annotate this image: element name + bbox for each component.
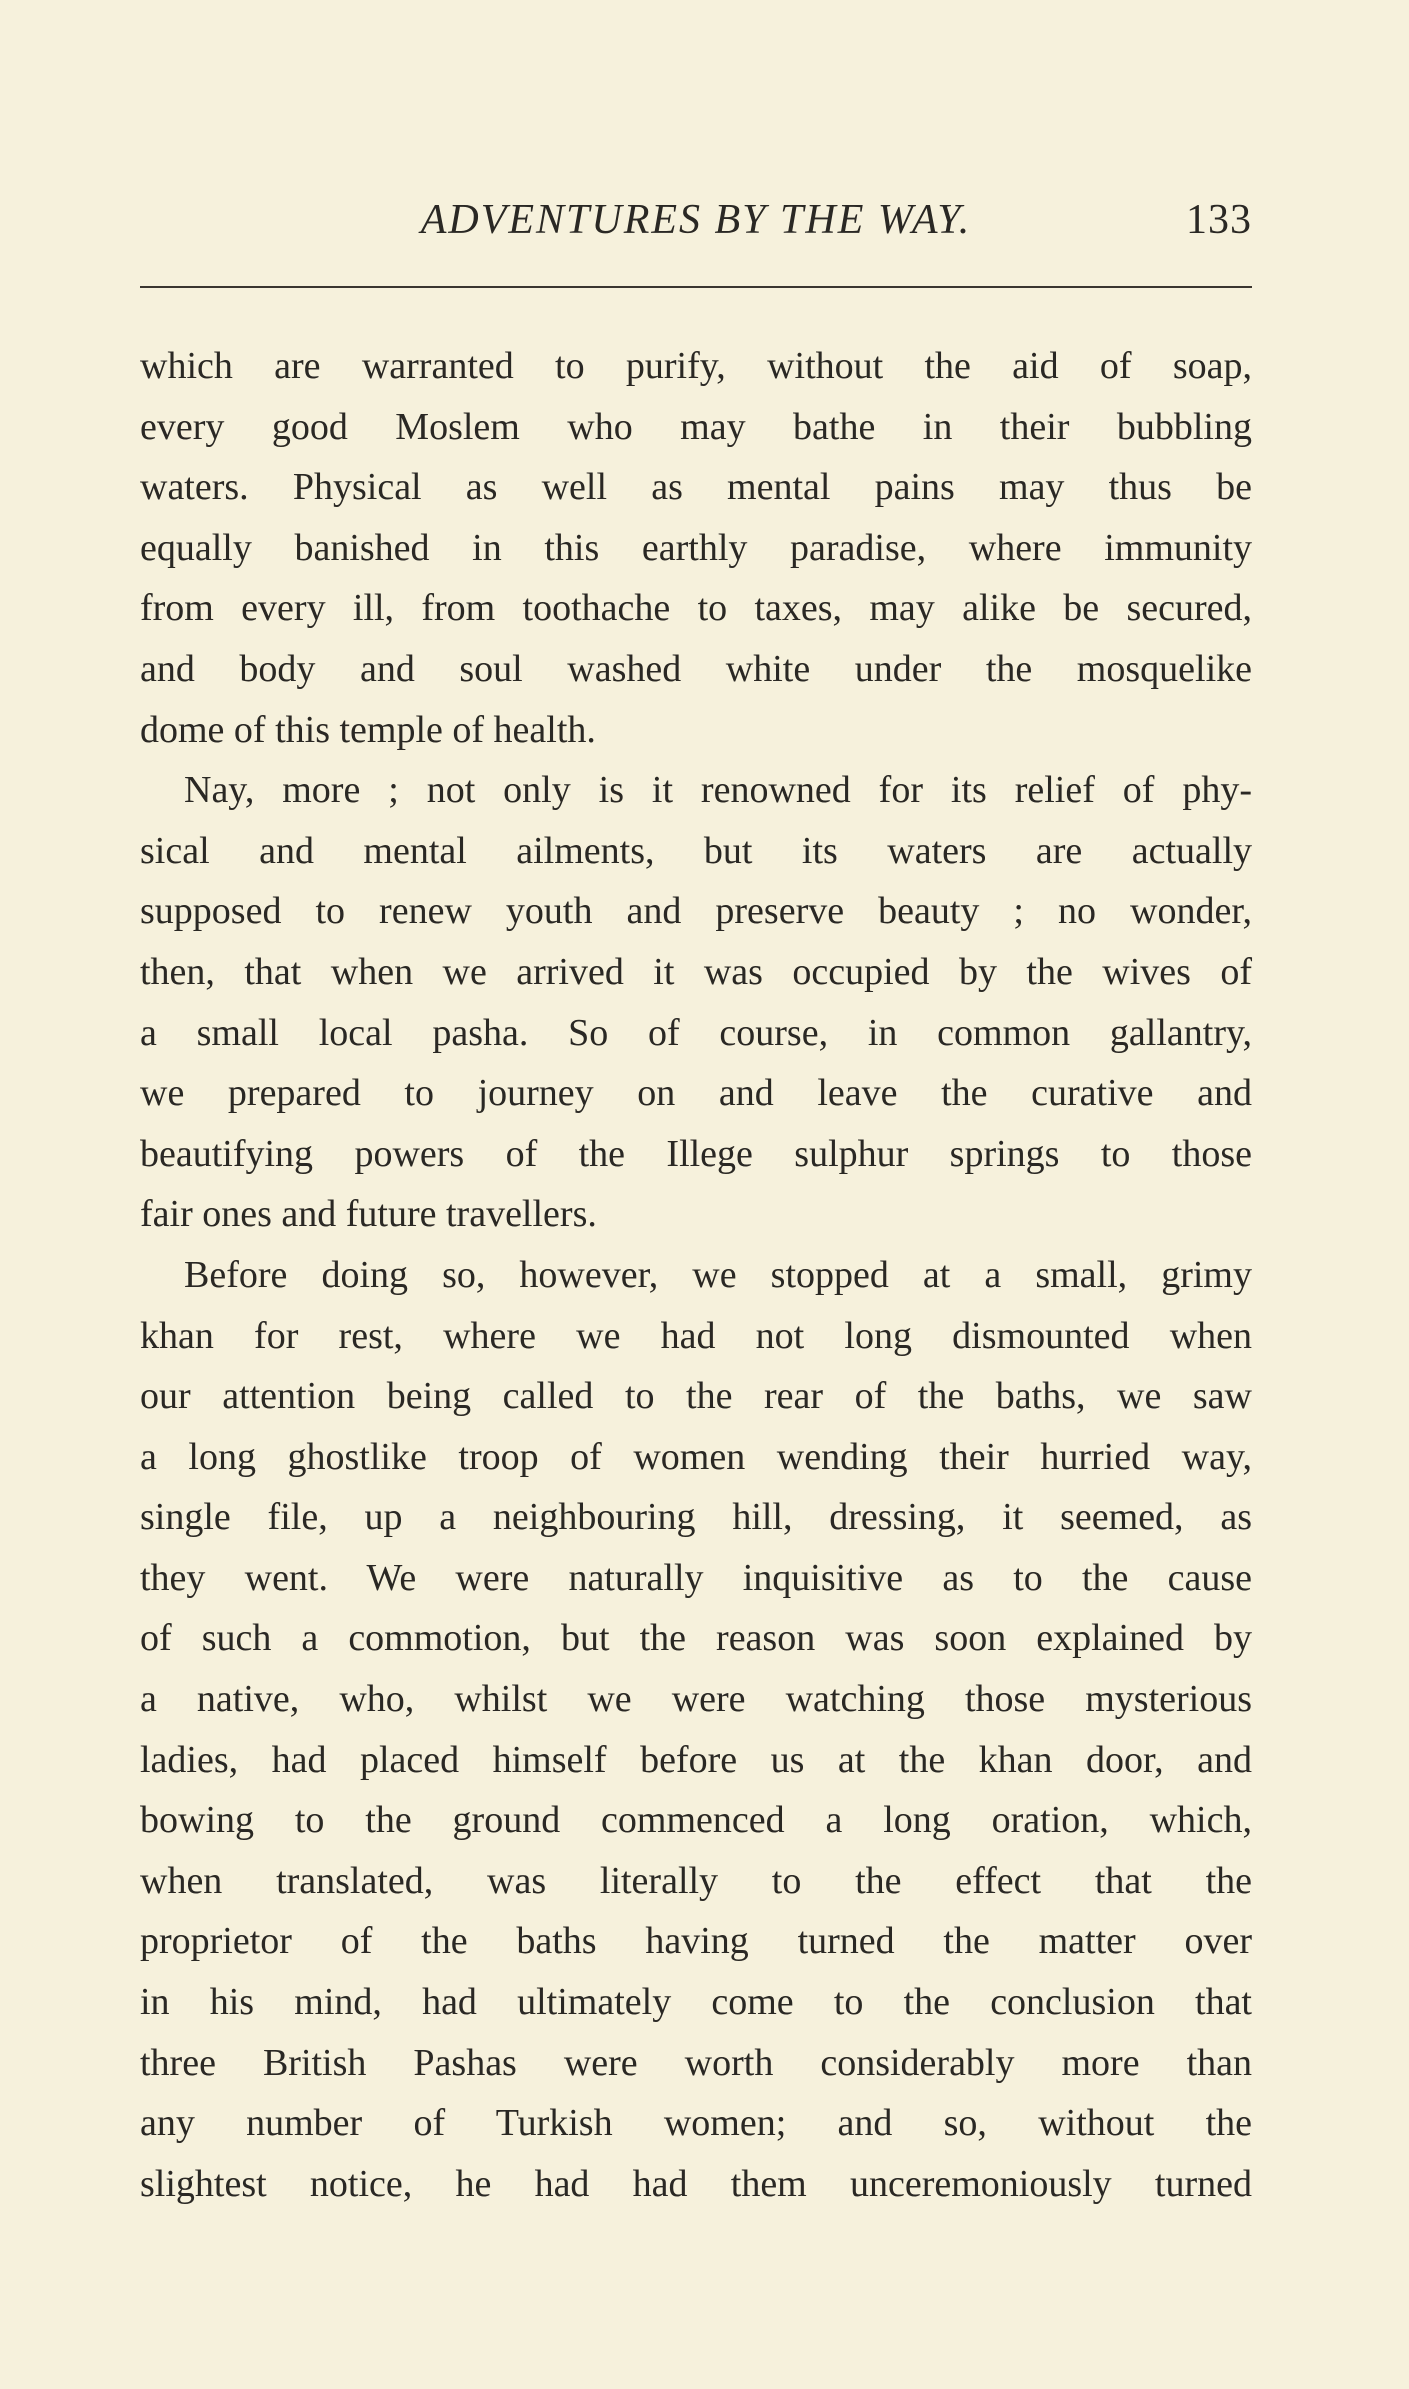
text-line: and body and soul washed white under the mosquelike bbox=[140, 647, 1252, 690]
text-line: waters. Physical as well as mental pains may thus be bbox=[140, 466, 1252, 509]
text-line: in his mind, had ultimately come to the conclusion that bbox=[140, 1981, 1252, 2024]
text-line: bowing to the ground commenced a long oration, which, bbox=[140, 1799, 1252, 1842]
text-line: beautifying powers of the Illege sulphur springs to those bbox=[140, 1132, 1252, 1175]
text-line: ladies, had placed himself before us at the khan door, and bbox=[140, 1738, 1252, 1781]
body-text bbox=[140, 336, 1252, 2214]
text-line: a small local pasha. So of course, in common gallantry, bbox=[140, 1011, 1252, 1054]
text-line: any number of Turkish women; and so, without the bbox=[140, 2102, 1252, 2145]
text-line: fair ones and future travellers. bbox=[140, 1193, 597, 1236]
text-line: when translated, was literally to the effect that the bbox=[140, 1859, 1252, 1902]
text-line: of such a commotion, but the reason was soon explained by bbox=[140, 1617, 1252, 1660]
text-line: single file, up a neighbouring hill, dressing, it seemed, as bbox=[140, 1496, 1252, 1539]
text-line: a long ghostlike troop of women wending their hurried way, bbox=[140, 1435, 1252, 1478]
text-line: from every ill, from toothache to taxes, may alike be secured, bbox=[140, 587, 1252, 630]
text-line: sical and mental ailments, but its waters are actually bbox=[140, 829, 1252, 872]
text-line: our attention being called to the rear of the baths, we saw bbox=[140, 1375, 1252, 1418]
text-line: which are warranted to purify, without the aid of soap, bbox=[140, 345, 1252, 387]
header-rule bbox=[140, 286, 1252, 288]
text-line: Nay, more ; not only is it renowned for its relief of phy- bbox=[184, 769, 1252, 812]
text-line: dome of this temple of health. bbox=[140, 708, 596, 751]
text-line: then, that when we arrived it was occupied by the wives of bbox=[140, 950, 1252, 993]
running-head bbox=[140, 196, 1252, 256]
text-line: equally banished in this earthly paradise, where immunity bbox=[140, 526, 1252, 569]
text-line: khan for rest, where we had not long dismounted when bbox=[140, 1314, 1252, 1357]
text-line: three British Pashas were worth considerably more than bbox=[140, 2041, 1252, 2084]
page-number: 133 bbox=[1186, 197, 1252, 243]
text-line: we prepared to journey on and leave the curative and bbox=[140, 1072, 1252, 1115]
text-line: Before doing so, however, we stopped at a small, grimy bbox=[184, 1253, 1252, 1296]
running-title: ADVENTURES BY THE WAY. bbox=[420, 197, 972, 243]
text-line: a native, who, whilst we were watching those mysterious bbox=[140, 1678, 1252, 1721]
text-line: proprietor of the baths having turned the matter over bbox=[140, 1920, 1252, 1963]
text-line: slightest notice, he had had them unceremoniously turned bbox=[140, 2162, 1252, 2205]
text-line: they went. We were naturally inquisitive as to the cause bbox=[140, 1556, 1252, 1599]
text-line: supposed to renew youth and preserve beauty ; no wonder, bbox=[140, 890, 1252, 933]
text-line: every good Moslem who may bathe in their bubbling bbox=[140, 405, 1252, 448]
